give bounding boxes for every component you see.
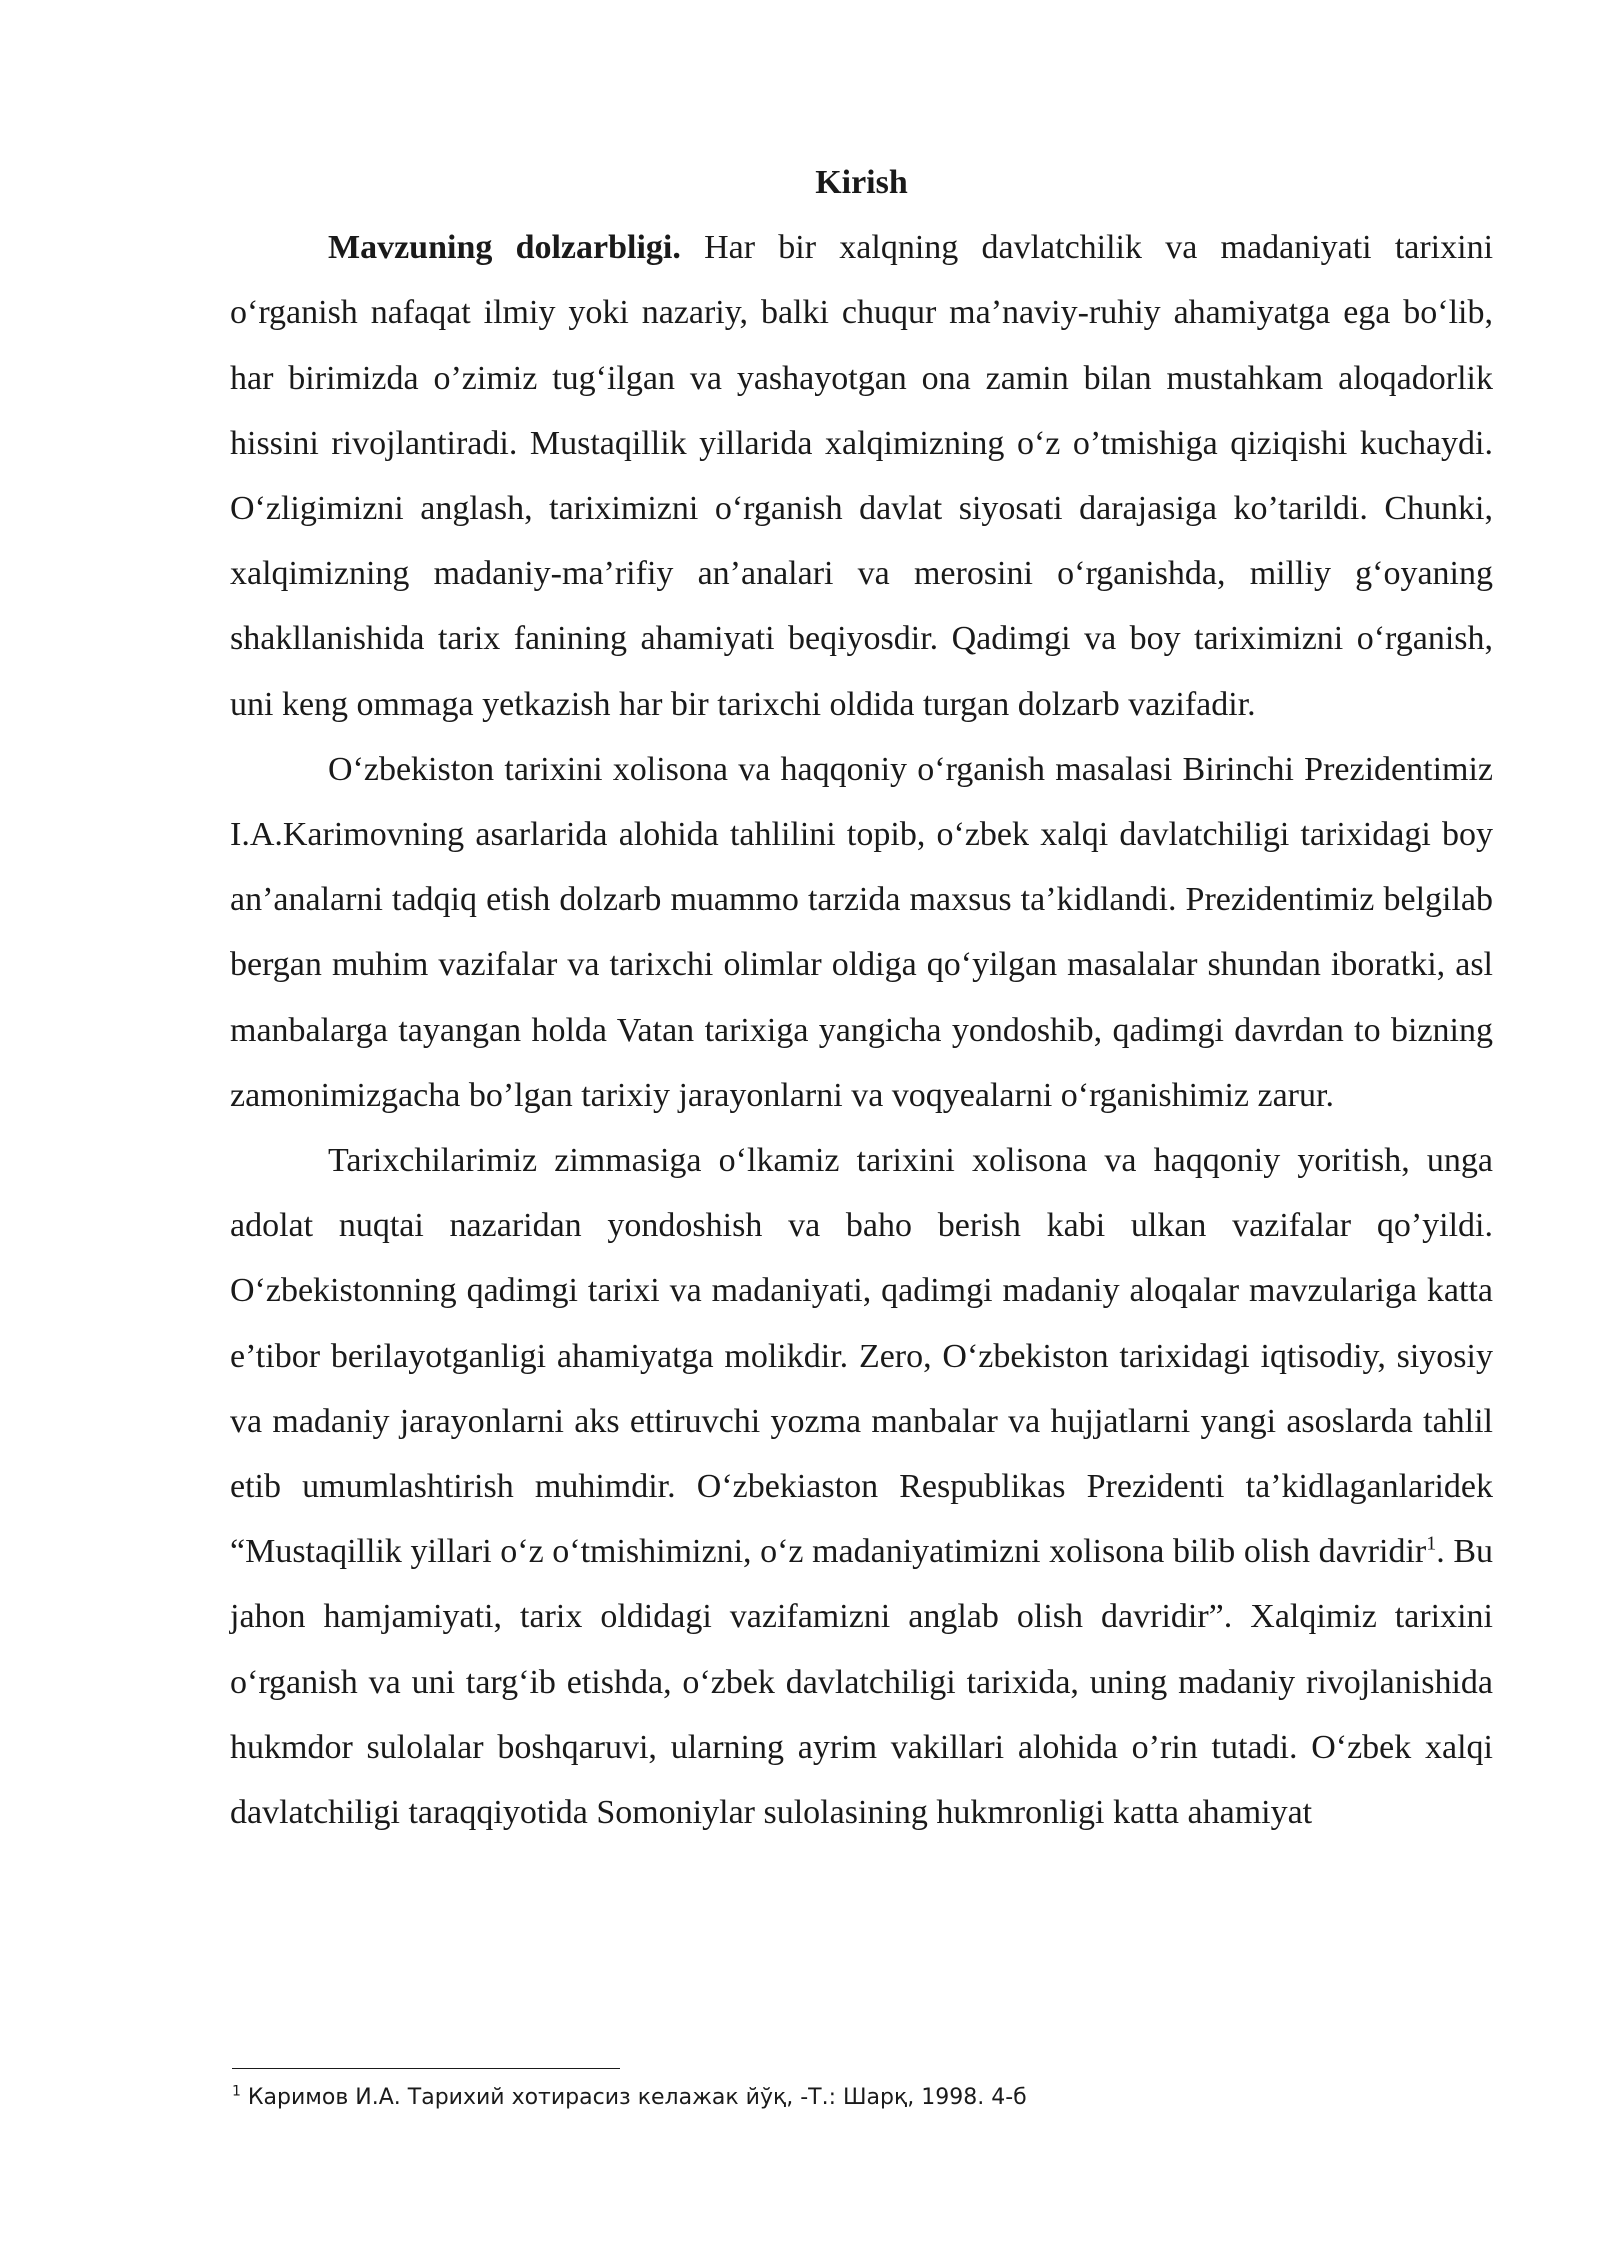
section-title: Kirish <box>815 164 908 201</box>
paragraph-text: Har bir xalqning davlatchilik va madaniyati tarixini oʻrganish nafaqat ilmiy yoki nazariy, balki chuqur maʼnaviy-ruhiy ahamiyatga ega boʻlib, har birimizda o’zimiz tugʻilgan va yashayotgan ona zamin bilan mustahkam aloqadorlik hissini rivojlantiradi. Mustaqillik yillarida xalqimizning oʻz o’tmishiga qiziqishi kuchaydi. Oʻzligimizni anglash, tariximizni oʻrganish davlat siyosati darajasiga ko’tarildi. Chunki, xalqimizning madaniy-ma’rifiy an’analari va merosini oʻrganishda, milliy gʻoyaning shakllanishida tarix fanining ahamiyati beqiyosdir. Qadimgi va boy tariximizni oʻrganish, uni keng ommaga yetkazish har bir tarixchi oldida turgan dolzarb vazifadir. <box>230 229 1494 723</box>
paragraph-text: Tarixchilarimiz zimmasiga oʻlkamiz tarixini xolisona va haqqoniy yoritish, unga adolat nuqtai nazaridan yondoshish va baho berish kabi ulkan vazifalar qo’yildi. Oʻzbekistonning qadimgi tarixi va madaniyati, qadimgi madaniy aloqalar mavzulariga katta e’tibor berilayotganligi ahamiyatga molikdir. Zero, Oʻzbekiston tarixidagi iqtisodiy, siyosiy va madaniy jarayonlarni aks ettiruvchi yozma manbalar va hujjatlarni yangi asoslarda tahlil etib umumlashtirish muhimdir. Oʻzbekiaston Respublikas Prezidenti ta’kidlaganlaridek “Mustaqillik yillari oʻz oʻtmishimizni, oʻz madaniyatimizni xolisona bilib olish davridir <box>230 1142 1493 1571</box>
footnote-text: Каримов И.А. Тарихий хотирасиз келажак йўқ, -Т.: Шарқ, 1998. 4-б <box>247 2085 1027 2110</box>
paragraph-relevance <box>230 215 1493 737</box>
footnote-separator <box>232 2068 620 2069</box>
body-text <box>230 150 1493 1845</box>
footnote <box>232 2082 1432 2114</box>
paragraph-history-study: Oʻzbekiston tarixini xolisona va haqqoniy oʻrganish masalasi Birinchi Prezidentimiz I.A.Karimovning asarlarida alohida tahlilini topib, oʻzbek xalqi davlatchiligi tarixidagi boy an’analarni tadqiq etish dolzarb muammo tarzida maxsus ta’kidlandi. Prezidentimiz belgilab bergan muhim vazifalar va tarixchi olimlar oldiga qoʻyilgan masalalar shundan iboratki, asl manbalarga tayangan holda Vatan tarixiga yangicha yondoshib, qadimgi davrdan to bizning zamonimizgacha bo’lgan tarixiy jarayonlarni va voqyealarni oʻrganishimiz zarur. <box>230 750 1493 1114</box>
footnote-reference[interactable]: 1 <box>1426 1532 1437 1555</box>
paragraph-text: . Bu jahon hamjamiyati, tarix oldidagi vazifamizni anglab olish davridir”. Xalqimiz tarixini oʻrganish va uni targʻib etishda, oʻzbek davlatchiligi tarixida, uning madaniy rivojlanishida hukmdor sulolalar boshqaruvi, ularning ayrim vakillari alohida o’rin tutadi. Oʻzbek xalqi davlatchiligi taraqqiyotida Somoniylar sulolasining hukmronligi katta ahamiyat <box>230 1533 1493 1832</box>
paragraph-lead: Mavzuning dolzarbligi. <box>328 229 681 267</box>
footnote-number: 1 <box>232 2083 241 2100</box>
paragraph-historians-task <box>230 1128 1493 1845</box>
